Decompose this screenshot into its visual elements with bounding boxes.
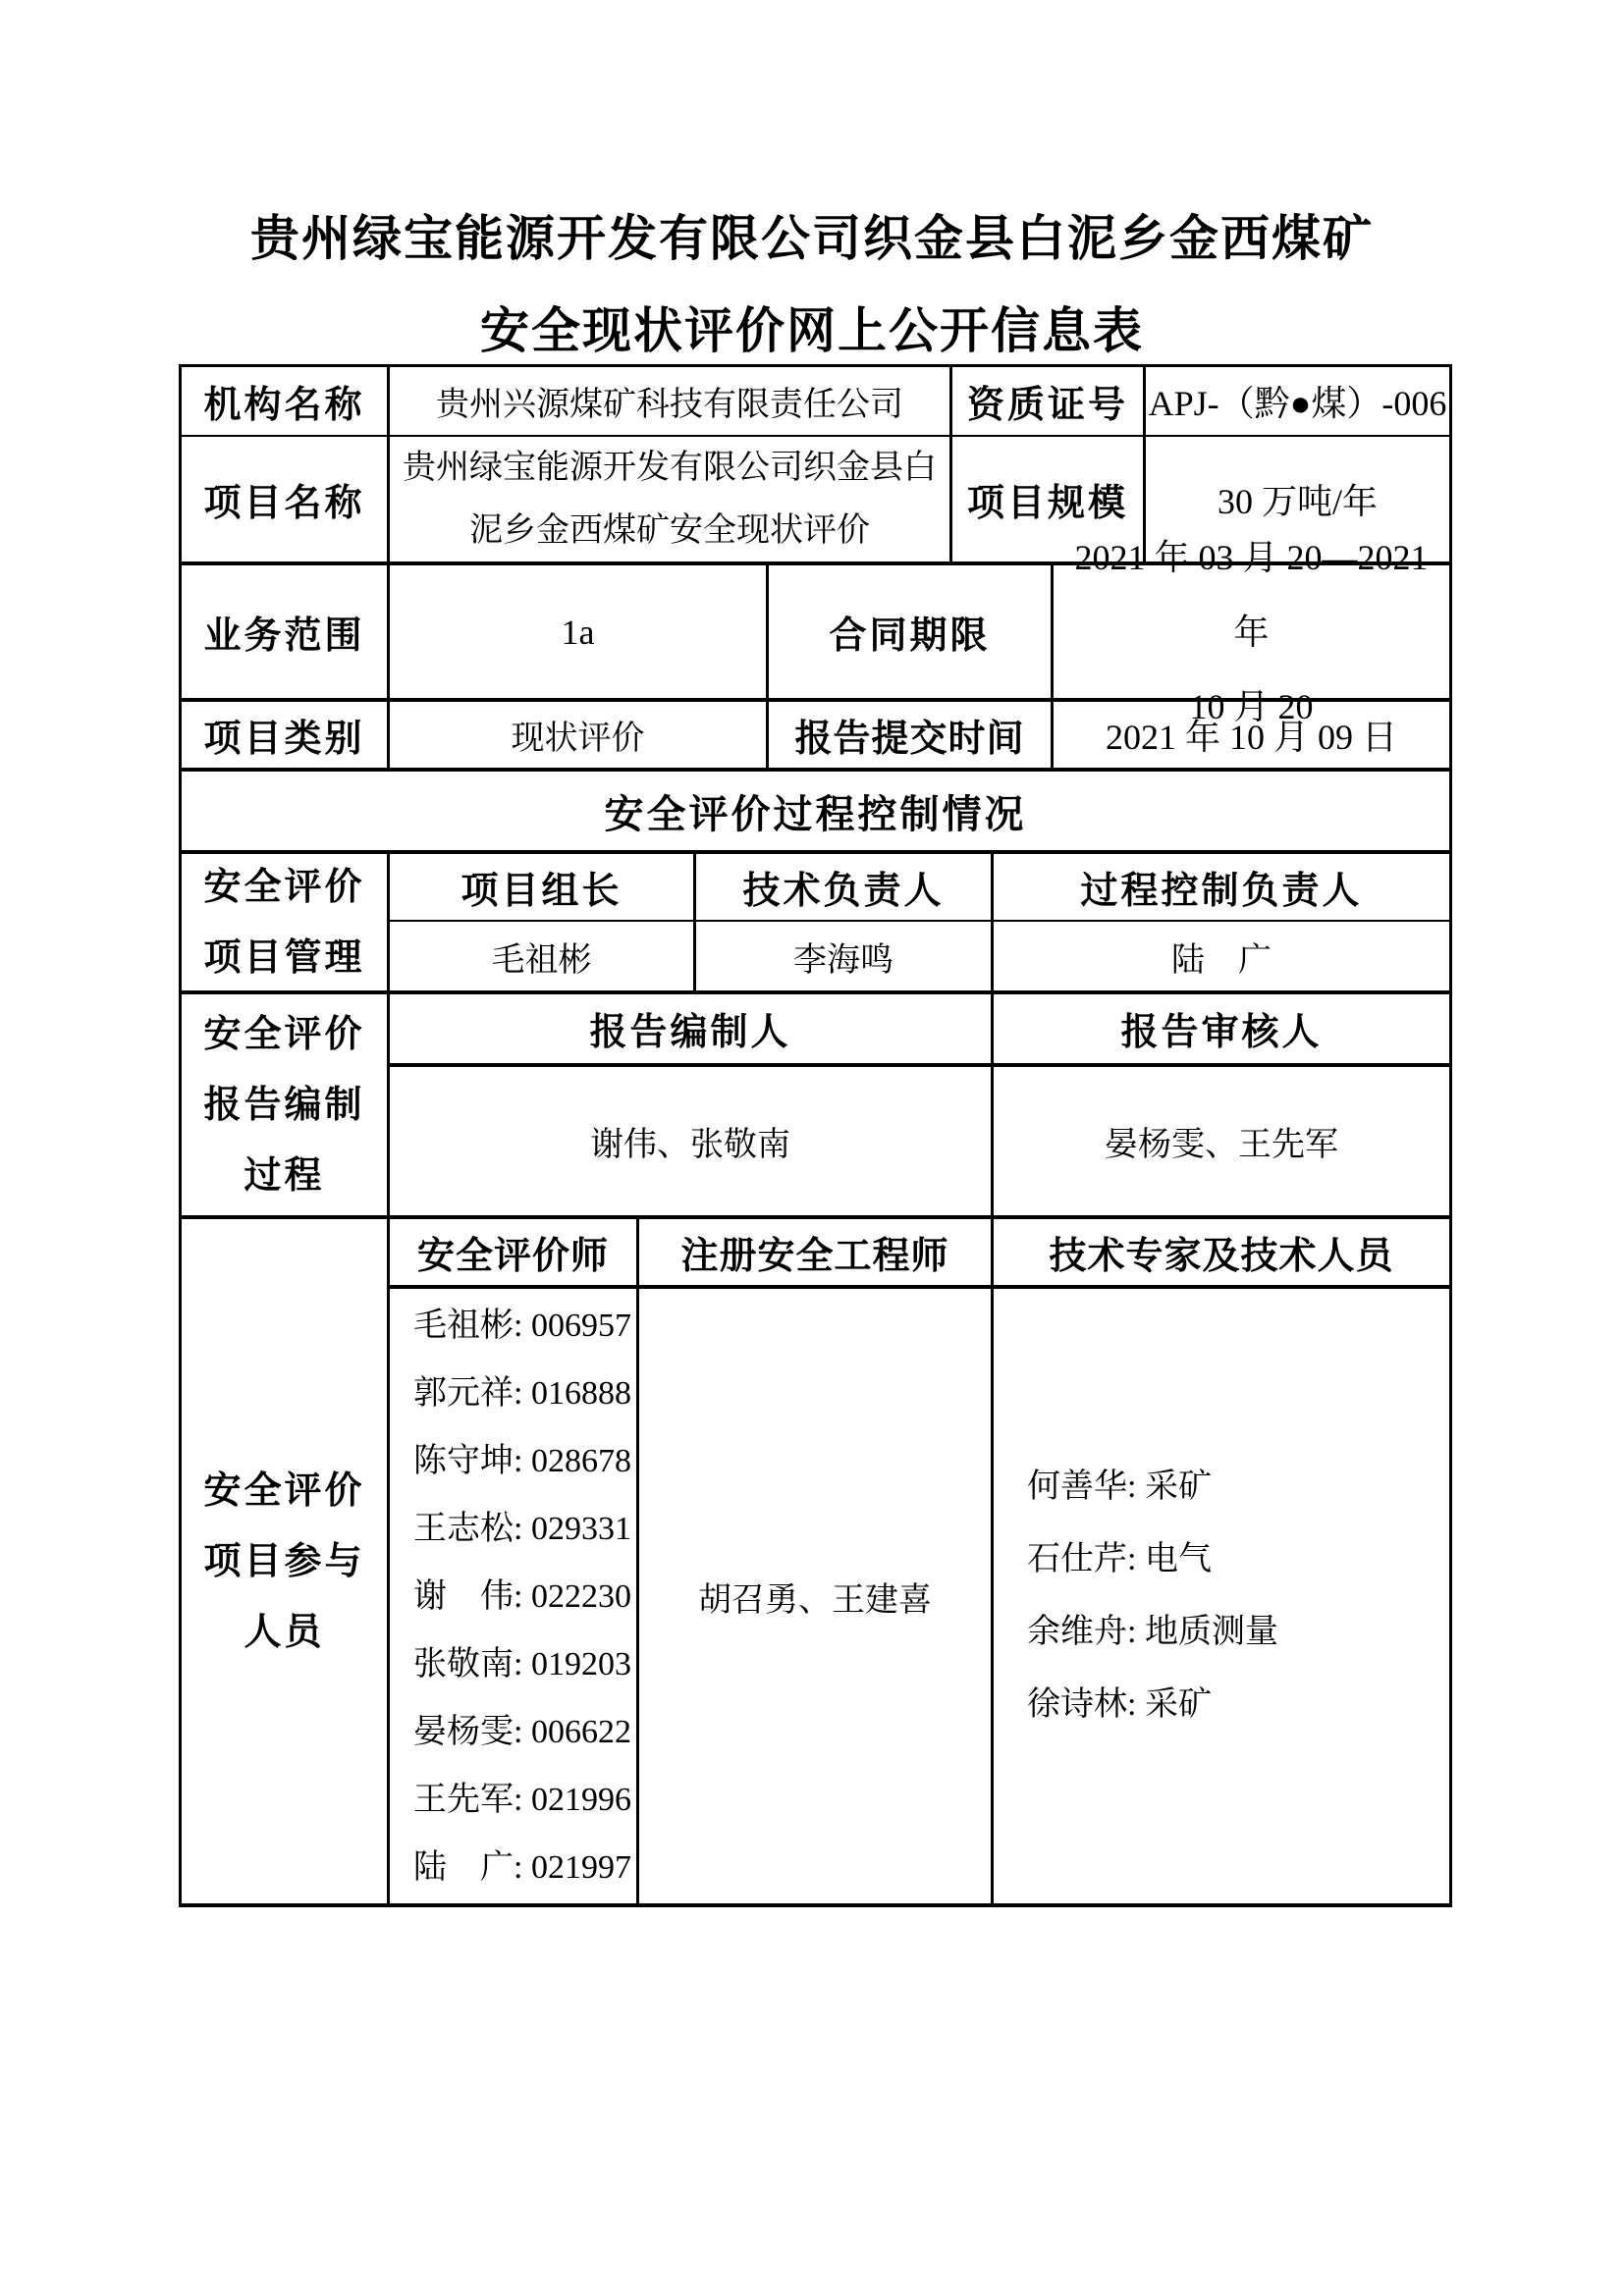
report-compilation-grid	[390, 994, 1449, 1215]
project-name-value-line2: 泥乡金西煤矿安全现状评价	[469, 511, 870, 549]
participants-header-row	[390, 1219, 1449, 1289]
row-business-scope	[182, 537, 1449, 726]
report-compilation-side-label	[182, 994, 390, 1215]
contract-period-line2: 10 月 20	[1189, 686, 1314, 726]
org-name-value: 贵州兴源煤矿科技有限责任公司	[390, 367, 952, 435]
report-compilation-side-line2: 报告编制	[203, 1084, 365, 1126]
project-name-value-line1: 贵州绿宝能源开发有限公司织金县白	[403, 449, 937, 486]
contract-period-line1: 2021 年 03 月 20—2021 年	[1074, 537, 1429, 652]
participants-side-line2: 项目参与	[203, 1540, 365, 1582]
report-submit-value: 2021 年 10 月 09 日	[1105, 718, 1397, 757]
registered-engineer-header: 注册安全工程师	[639, 1219, 994, 1285]
row-project-category	[182, 702, 1449, 772]
contract-period-label: 合同期限	[769, 565, 1054, 698]
report-reviewer-header: 报告审核人	[1120, 1012, 1323, 1054]
expert-entry: 何善华: 采矿	[1027, 1468, 1212, 1505]
participants-grid	[390, 1219, 1449, 1903]
technical-lead-value: 李海鸣	[696, 922, 994, 990]
project-management-value-row	[390, 922, 1449, 990]
participants-side-line3: 人员	[244, 1611, 325, 1653]
report-compilation-side-line3: 过程	[244, 1154, 325, 1197]
evaluator-entry: 晏杨雯: 006622	[413, 1713, 631, 1750]
report-compilation-value-row	[390, 1067, 1449, 1215]
project-management-grid	[390, 854, 1449, 990]
safety-evaluator-header: 安全评价师	[390, 1219, 639, 1285]
participants-side-label	[182, 1219, 390, 1903]
section-report-compilation	[182, 994, 1449, 1219]
project-management-side-line2: 项目管理	[203, 936, 365, 979]
process-control-header: 安全评价过程控制情况	[604, 792, 1027, 836]
report-reviewer-value: 晏杨雯、王先军	[1105, 1126, 1338, 1163]
report-writer-header: 报告编制人	[390, 994, 994, 1063]
business-scope-value: 1a	[390, 565, 769, 698]
contract-period-value	[1054, 537, 1449, 726]
project-name-label: 项目名称	[182, 437, 390, 561]
section-project-management	[182, 854, 1449, 994]
info-table	[179, 364, 1452, 1907]
document-title-line1: 贵州绿宝能源开发有限公司织金县白泥乡金西煤矿	[250, 211, 1374, 266]
expert-entry: 石仕芹: 电气	[1027, 1541, 1212, 1577]
section-participants	[182, 1219, 1449, 1903]
report-submit-label: 报告提交时间	[769, 702, 1054, 768]
org-name-label: 机构名称	[182, 367, 390, 435]
expert-entry: 徐诗林: 采矿	[1027, 1686, 1212, 1723]
document-title-line2: 安全现状评价网上公开信息表	[480, 303, 1144, 358]
expert-entry: 余维舟: 地质测量	[1027, 1614, 1278, 1650]
evaluator-entry: 陈守坤: 028678	[413, 1442, 631, 1479]
project-category-label: 项目类别	[182, 702, 390, 768]
report-compilation-header-row	[390, 994, 1449, 1067]
row-process-control-header	[182, 772, 1449, 854]
registered-engineer-value: 胡召勇、王建喜	[639, 1289, 994, 1903]
technical-lead-header: 技术负责人	[696, 854, 994, 920]
evaluator-entry: 郭元祥: 016888	[413, 1374, 631, 1412]
report-writer-value: 谢伟、张敬南	[390, 1067, 994, 1215]
project-leader-value: 毛祖彬	[390, 922, 696, 990]
project-management-side-label	[182, 854, 390, 990]
project-scale-label: 项目规模	[952, 437, 1146, 561]
project-scale-value: 30 万吨/年	[1217, 482, 1378, 521]
cert-number-value: APJ-（黔●煤）-006	[1148, 384, 1447, 423]
project-leader-header: 项目组长	[390, 854, 696, 920]
report-compilation-side-line1: 安全评价	[203, 1013, 365, 1055]
participants-side-line1: 安全评价	[203, 1469, 365, 1512]
technical-experts-list	[994, 1289, 1449, 1903]
participants-value-row	[390, 1289, 1449, 1903]
evaluator-entry: 毛祖彬: 006957	[413, 1307, 631, 1344]
evaluator-entry: 王先军: 021996	[413, 1781, 631, 1818]
cert-number-label: 资质证号	[952, 367, 1146, 435]
row-organization	[182, 367, 1449, 437]
evaluator-entry: 陆 广: 021997	[413, 1848, 631, 1886]
safety-evaluator-list	[390, 1289, 639, 1903]
project-management-header-row	[390, 854, 1449, 922]
project-name-value	[390, 437, 952, 561]
evaluator-entry: 谢 伟: 022230	[413, 1577, 631, 1615]
project-management-side-line1: 安全评价	[203, 866, 365, 908]
project-category-value: 现状评价	[390, 702, 769, 768]
evaluator-entry: 王志松: 029331	[413, 1510, 631, 1547]
evaluator-entry: 张敬南: 019203	[413, 1645, 631, 1682]
process-control-lead-value: 陆 广	[1171, 941, 1272, 979]
process-control-lead-header: 过程控制负责人	[1080, 871, 1363, 913]
technical-experts-header: 技术专家及技术人员	[1049, 1236, 1394, 1277]
business-scope-label: 业务范围	[182, 565, 390, 698]
